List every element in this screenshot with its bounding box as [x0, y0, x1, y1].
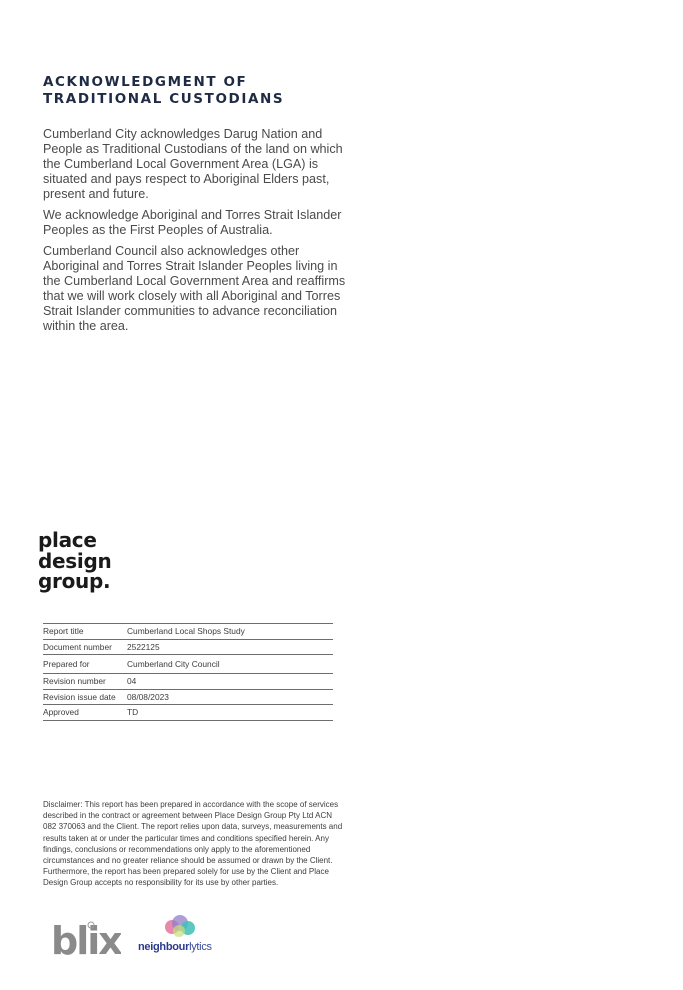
row-label: Report title: [43, 626, 84, 637]
row-label: Prepared for: [43, 659, 90, 669]
table-row: [43, 624, 333, 640]
row-label: Approved: [43, 707, 79, 718]
row-value: Cumberland City Council: [127, 659, 220, 669]
logo-line: design: [38, 548, 112, 573]
paragraph: Cumberland Council also acknowledges other Aboriginal and Torres Strait Islander Peoples living in the Cumberland Local Government Area and reaffirms that we will work closely with all Aboriginal and Torres Strait Islander communities to advance reconciliation within the area.: [43, 244, 346, 333]
logo-line: place: [38, 528, 97, 552]
neighbourlytics-logo: [138, 914, 222, 960]
page-heading: ACKNOWLEDGMENT OF TRADITIONAL CUSTODIANS: [43, 74, 285, 107]
paragraph: We acknowledge Aboriginal and Torres Strait Islander Peoples as the First Peoples of Australia.: [43, 208, 342, 237]
logo-line: group.: [38, 569, 111, 593]
neighbourlytics-cloud-icon: [138, 914, 222, 940]
row-label: Revision issue date: [43, 691, 116, 702]
row-value: TD: [127, 707, 139, 718]
row-label: Revision number: [43, 676, 106, 687]
row-value: 2522125: [127, 641, 160, 652]
wordmark-part: neighbour: [138, 941, 190, 953]
place-design-group-logo: [38, 530, 128, 592]
row-value: Cumberland Local Shops Study: [127, 626, 245, 637]
table-row: [43, 689, 333, 705]
row-value: 08/08/2023: [127, 691, 169, 702]
disclaimer-text: Disclaimer: This report has been prepared in accordance with the scope of services described in the contract or agreement between Place Design Group Pty Ltd ACN 082 370063 and the Client. The report relies upon data, surveys, measurements and results taken at or under the particular times and conditions specified herein. Any findings, conclusions or recommendations only apply to the aforementioned circumstances and no greater reliance should be assumed or drawn by the Client. Furthermore, the report has been prepared solely for use by the Client and Place Design Group accepts no responsibility for its use by other parties.: [43, 800, 343, 888]
report-info-table: [43, 623, 333, 721]
table-row: [43, 639, 333, 655]
wordmark-part: lytics: [189, 941, 212, 953]
table-row: [43, 655, 333, 674]
table-row: [43, 705, 333, 721]
table-row: [43, 674, 333, 690]
blix-logo: [51, 921, 121, 957]
neighbourlytics-wordmark: [138, 941, 222, 953]
row-label: Document number: [43, 641, 112, 652]
row-value: 04: [127, 676, 137, 687]
blix-wordmark: blix: [51, 921, 121, 957]
paragraph: Cumberland City acknowledges Darug Nation and People as Traditional Custodians of the land on which the Cumberland Local Government Area (LGA) is situated and pays respect to Aboriginal Elders past, present and future.: [43, 127, 343, 201]
acknowledgment-body: [43, 127, 353, 340]
